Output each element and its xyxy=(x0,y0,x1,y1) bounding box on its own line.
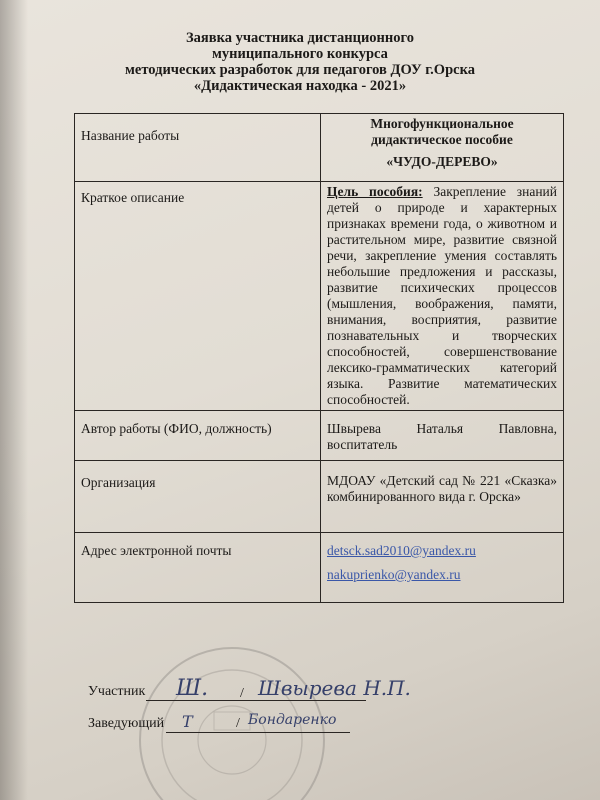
page-shadow xyxy=(0,0,28,800)
participant-line xyxy=(146,700,366,701)
title-line-2: дидактическое пособие xyxy=(371,132,513,147)
head-name: Бондаренко xyxy=(248,712,337,728)
goal-label: Цель пособия: xyxy=(327,184,423,199)
participant-label: Участник xyxy=(88,684,146,699)
value-title xyxy=(321,114,564,182)
head-line xyxy=(166,732,350,733)
value-author: Швырева Наталья Павловна, воспитатель xyxy=(321,411,564,461)
table-row-title xyxy=(75,114,564,182)
header-line-1: Заявка участника дистанционного xyxy=(186,30,414,46)
value-organization: МДОАУ «Детский сад № 221 «Сказка» комбинированного вида г. Орска» xyxy=(321,461,564,533)
table-row-description xyxy=(75,182,564,411)
head-slash: / xyxy=(236,716,240,731)
email-link-1[interactable]: detsck.sad2010@yandex.ru xyxy=(327,543,476,558)
header-line-4: «Дидактическая находка - 2021» xyxy=(193,78,407,94)
description-text: Закрепление знаний детей о природе и характерных признаках времени года, о животном и растительном мире, развитие связной речи, закрепление умения составлять небольшие предложения и рассказы, развитие психических процессов (мышления, воображения, памяти, внимания, восприятия, развитие познавательных и творческих способностей, совершенствование лексико-грамматических категорий языка. Развитие математических способностей. xyxy=(327,184,557,407)
participant-signature: Ш. xyxy=(176,676,209,701)
label-author: Автор работы (ФИО, должность) xyxy=(75,411,321,461)
table-row-author xyxy=(75,411,564,461)
header-line-2: муниципального конкурса xyxy=(212,46,388,62)
head-signature: Т xyxy=(182,712,193,731)
label-organization: Организация xyxy=(75,461,321,533)
head-label: Заведующий xyxy=(88,716,165,731)
title-line-1: Многофункциональное xyxy=(370,116,514,131)
table-row-organization xyxy=(75,461,564,533)
participant-name: Швырева Н.П. xyxy=(258,676,411,700)
application-table xyxy=(74,113,564,603)
label-email: Адрес электронной почты xyxy=(75,533,321,603)
email-link-2[interactable]: nakuprienko@yandex.ru xyxy=(327,567,461,582)
value-description xyxy=(321,182,564,411)
document-header xyxy=(0,30,600,94)
participant-slash: / xyxy=(240,686,244,701)
header-line-3: методических разработок для педагогов ДОУ г.Орска xyxy=(125,62,475,78)
title-line-3: «ЧУДО-ДЕРЕВО» xyxy=(386,154,498,169)
value-email xyxy=(321,533,564,603)
participant-row xyxy=(88,684,145,700)
label-title: Название работы xyxy=(75,114,321,182)
table-row-email xyxy=(75,533,564,603)
label-description: Краткое описание xyxy=(75,182,321,411)
head-row xyxy=(88,716,164,732)
